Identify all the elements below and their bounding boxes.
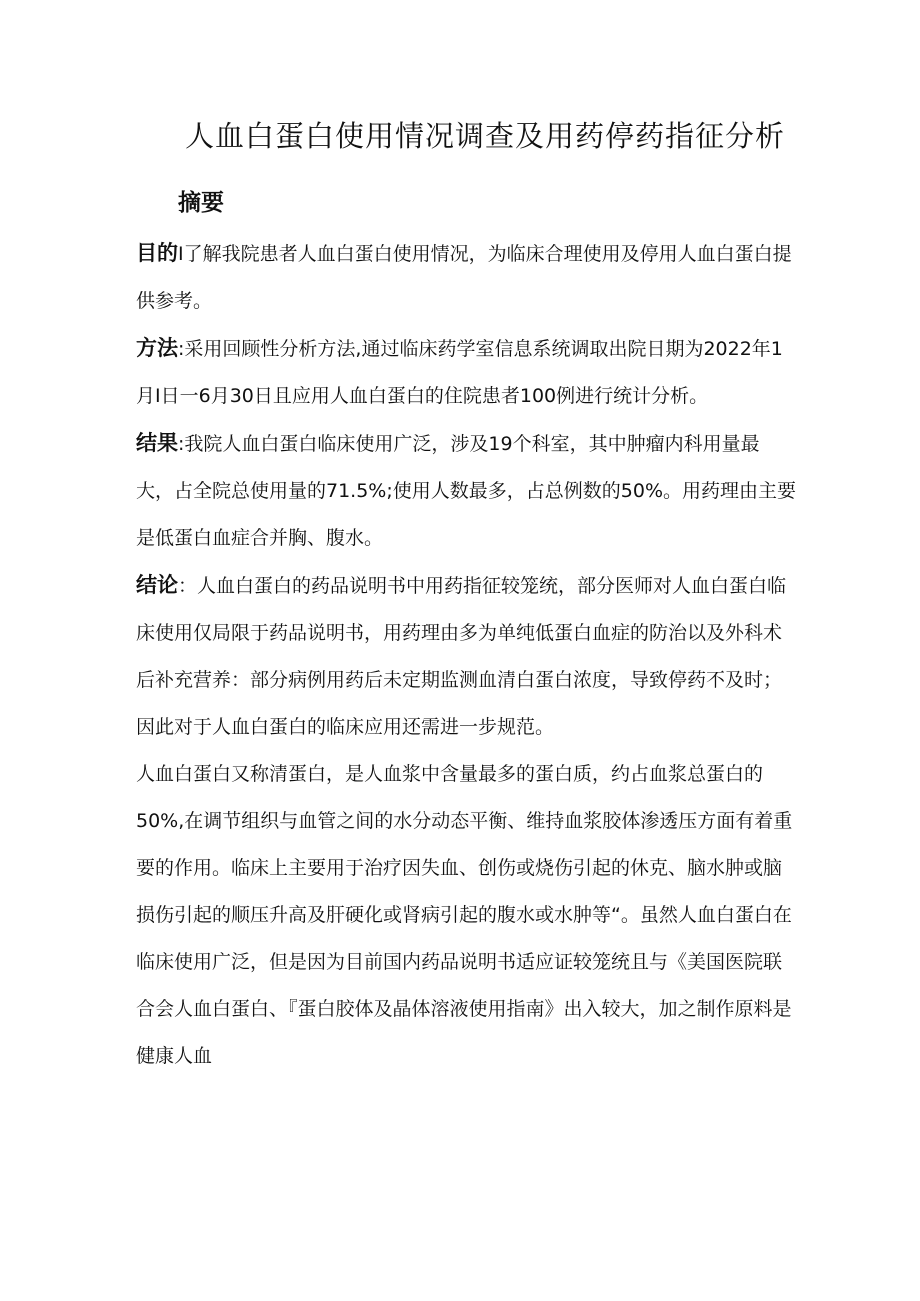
conclusion-label: 结论 [136,573,178,597]
abstract-heading: 摘要 [178,190,224,216]
results-label: 结果 [136,431,178,455]
methods-text: :采用回顾性分析方法,通过临床药学室信息系统调取出院日期为2022年1月I日一6月30日且应用人血白蛋白的住院患者100例进行统计分析。 [136,338,783,407]
methods-paragraph [136,325,796,420]
conclusion-paragraph [136,562,796,751]
objective-text: I了解我院患者人血白蛋白使用情况，为临床合理使用及停用人血白蛋白提供参考。 [136,243,792,312]
intro-paragraph: 人血白蛋白又称清蛋白，是人血浆中含量最多的蛋白质，约占血浆总蛋白的50%,在调节组织与血管之间的水分动态平衡、维持血浆胶体渗透压方面有着重要的作用。临床上主要用于治疗因失血、创伤或烧伤引起的休克、脑水肿或脑损伤引起的顺压升高及肝硬化或肾病引起的腹水或水肿等“。虽然人血白蛋白在临床使用广泛，但是因为目前国内药品说明书适应证较笼统且与《美国医院联合会人血白蛋白、『蛋白胶体及晶体溶液使用指南》出入较大，加之制作原料是健康人血 [136,763,793,1067]
results-text: :我院人血白蛋白临床使用广泛，涉及19个科室，其中肿瘤内科用量最大，占全院总使用量的71.5%;使用人数最多，占总例数的50%。用药理由主要是低蛋白血症合并胸、腹水。 [136,433,796,549]
methods-label: 方法 [136,336,178,360]
conclusion-text: ：人血白蛋白的药品说明书中用药指征较笼统，部分医师对人血白蛋白临床使用仅局限于药品说明书，用药理由多为单纯低蛋白血症的防治以及外科术后补充营养：部分病例用药后未定期监测血清白蛋白浓度，导致停药不及时；因此对于人血白蛋白的临床应用还需进一步规范。 [136,575,787,738]
objective-label: 目的 [136,241,178,265]
results-paragraph [136,420,796,562]
document-title: 人血白蛋白使用情况调查及用药停药指征分析 [184,119,785,153]
document-body [136,230,796,1080]
objective-paragraph [136,230,796,325]
